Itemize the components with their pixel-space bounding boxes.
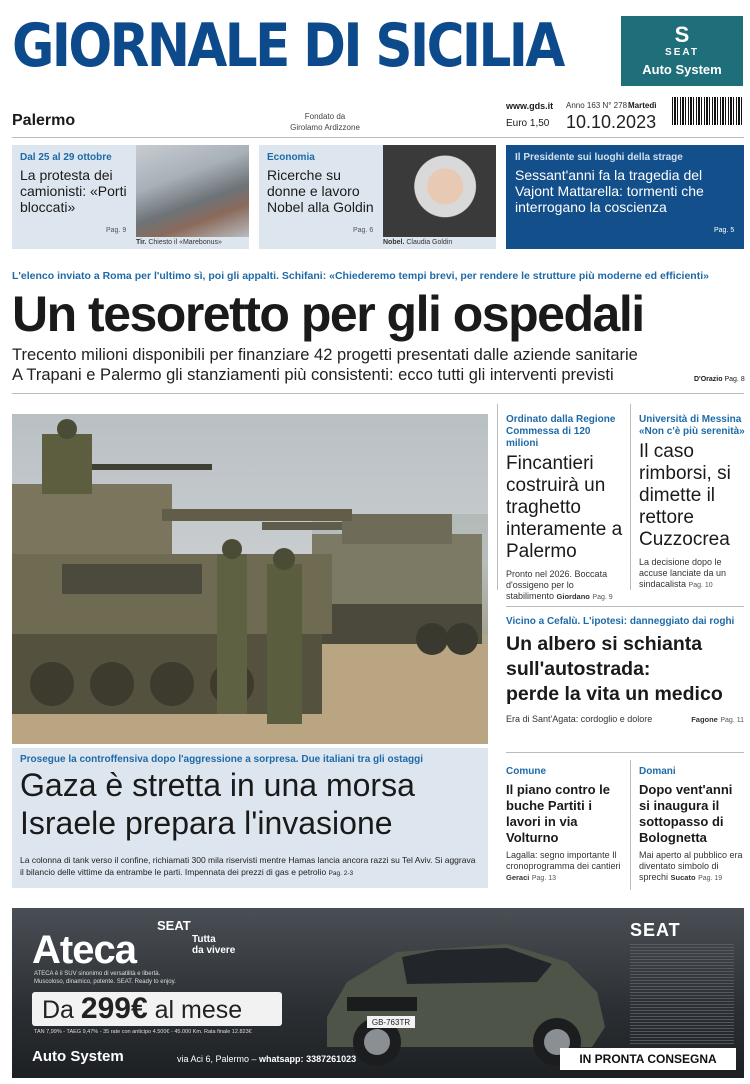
license-plate: GB-763TR xyxy=(371,1018,411,1027)
teaser-headline: Ricerche su donne e lavoro Nobel alla Goldin xyxy=(267,167,374,215)
lead-byline: D'Orazio Pag. 8 xyxy=(694,376,745,383)
teaser-page: Pag. 6 xyxy=(353,227,374,234)
issue-date: 10.10.2023 xyxy=(566,112,657,132)
column-divider xyxy=(630,760,631,890)
gaza-headline-line2: Israele prepara l'invasione xyxy=(20,805,393,841)
gaza-headline xyxy=(20,766,480,842)
header-rule xyxy=(12,137,744,138)
gaza-article[interactable] xyxy=(12,748,488,888)
edition-number: Anno 163 N° 278 xyxy=(566,101,628,110)
tank-illustration xyxy=(12,414,488,744)
gaza-kicker: Prosegue la controffensiva dopo l'aggressione a sorpresa. Due italiani tra gli ostaggi xyxy=(20,754,424,765)
seat-logo-icon: S xyxy=(674,22,690,47)
lead-rule xyxy=(12,393,744,394)
truck-photo xyxy=(136,145,249,237)
comune-headline: Il piano contro le buche Partiti i lavori in via Volturno xyxy=(506,782,611,845)
ad-brand-small: SEAT xyxy=(157,918,191,933)
weekday: Martedì xyxy=(628,101,657,110)
albero-line1: Un albero si schianta xyxy=(506,633,703,655)
comune-text: Lagalla: segno importante Il cronoprogramma dei cantieri Geraci Pag. 13 xyxy=(506,850,621,882)
teaser-kicker: Il Presidente sui luoghi della strage xyxy=(515,152,683,163)
messina-headline: Il caso rimborsi, si dimette il rettore Cuzzocrea xyxy=(639,441,731,550)
sponsor-dealer: Auto System xyxy=(642,62,722,77)
ad-description: ATECA è il SUV sinonimo di versatilità e libertà. Muscoloso, dinamico, potente. SEAT. Ready to enjoy. xyxy=(34,971,176,985)
teaser-page: Pag. 9 xyxy=(106,227,127,234)
gaza-photo xyxy=(12,414,488,744)
section-rule xyxy=(506,606,744,607)
messina-kicker2: «Non c'è più serenità» xyxy=(639,426,745,437)
gaza-headline-line1: Gaza è stretta in una morsa xyxy=(20,767,415,803)
gaza-text: La colonna di tank verso il confine, richiamati 300 mila riservisti mentre Hamas lancia ancora razzi su Tel Aviv. Si aggrava il bilancio delle vittime da entrambe le parti. Impennata dei prezzi di gas e petrolio Pag. 2-3 xyxy=(20,855,476,877)
founded-line2: Girolamo Ardizzone xyxy=(290,123,360,132)
lead-sub2: A Trapani e Palermo gli stanziamenti più consistenti: ecco tutti gli interventi previsti xyxy=(12,366,614,384)
messina-kicker1: Università di Messina xyxy=(639,414,742,425)
teaser-caption: Nobel. Claudia Goldin xyxy=(383,239,453,246)
messina-article[interactable] xyxy=(639,414,745,591)
founded-note xyxy=(280,111,370,133)
ad-tan: TAN 7,99% - TAEG 9,47% - 35 rate con anticipo 4.500€ - 45.000 Km. Rata finale 12.823€ xyxy=(34,1029,252,1035)
site-link[interactable]: www.gds.it xyxy=(506,101,554,111)
albero-headline xyxy=(506,632,744,707)
albero-line3: perde la vita un medico xyxy=(506,683,723,705)
albero-line2: sull'autostrada: xyxy=(506,658,651,680)
domani-article[interactable] xyxy=(639,766,745,884)
ad-tagline: Tutta da vivere xyxy=(192,934,236,956)
ad-address: via Aci 6, Palermo – whatsapp: 3387261023 xyxy=(177,1054,357,1064)
lead-subhead xyxy=(12,345,702,385)
ad-dealer: Auto System xyxy=(32,1048,124,1065)
column-divider xyxy=(497,404,498,590)
ad-price-box: Da 299€ al mese xyxy=(32,992,282,1026)
masthead-title: GIORNALE DI SICILIA xyxy=(12,11,563,81)
comune-kicker: Comune xyxy=(506,766,546,777)
ad-seat-logo: SEAT xyxy=(630,920,681,940)
column-divider xyxy=(630,404,631,590)
albero-text: Era di Sant'Agata: cordoglio e dolore Fagone Pag. 11 xyxy=(506,714,744,724)
messina-text: La decisione dopo le accuse lanciate da un sindacalista Pag. 10 xyxy=(639,557,727,589)
teaser-headline: La protesta dei camionisti: «Porti bloccati» xyxy=(20,167,127,215)
lead-headline[interactable]: Un tesoretto per gli ospedali xyxy=(12,286,644,342)
teaser-kicker: Economia xyxy=(267,152,315,163)
goldin-photo xyxy=(383,145,496,237)
teaser-kicker: Dal 25 al 29 ottobre xyxy=(20,152,112,163)
seat-advertisement[interactable] xyxy=(12,908,744,1078)
albero-article[interactable] xyxy=(506,616,744,725)
teaser-page: Pag. 5 xyxy=(714,227,735,234)
ad-model: Ateca xyxy=(32,928,136,972)
lead-overline: L'elenco inviato a Roma per l'ultimo sì, poi gli appalti. Schifani: «Chiederemo tempi brevi, per rendere le strutture più moderne ed efficienti» xyxy=(12,270,709,282)
barcode-icon xyxy=(672,97,744,125)
comune-article[interactable] xyxy=(506,766,624,884)
section-rule xyxy=(506,752,744,753)
albero-kicker: Vicino a Cefalù. L'ipotesi: danneggiato dai roghi xyxy=(506,616,735,627)
ad-legal-text xyxy=(630,944,734,1044)
fincantieri-kicker1: Ordinato dalla Regione xyxy=(506,414,616,425)
domani-text: Mai aperto al pubblico era diventato simbolo di sprechi Sucato Pag. 19 xyxy=(639,850,743,882)
founded-line1: Fondato da xyxy=(304,112,346,121)
fincantieri-article[interactable] xyxy=(506,414,624,603)
cover-price: Euro 1,50 xyxy=(506,118,550,129)
domani-headline: Dopo vent'anni si inaugura il sottopasso di Bolognetta xyxy=(639,782,733,845)
teaser-caption: Tir. Chiesto il «Marebonus» xyxy=(136,239,222,246)
ad-pronta-consegna: IN PRONTA CONSEGNA xyxy=(560,1048,736,1070)
sponsor-box[interactable] xyxy=(621,16,743,86)
fincantieri-headline: Fincantieri costruirà un traghetto interamente a Palermo xyxy=(506,453,623,562)
fincantieri-kicker2: Commessa di 120 milioni xyxy=(506,426,591,449)
edition-city: Palermo xyxy=(12,112,76,129)
teaser-headline: Sessant'anni fa la tragedia del Vajont Mattarella: tormenti che interrogano la coscienza xyxy=(515,167,704,215)
teaser-vajont[interactable] xyxy=(506,145,744,249)
fincantieri-text: Pronto nel 2026. Boccata d'ossigeno per lo stabilimento Giordano Pag. 9 xyxy=(506,569,613,601)
domani-kicker: Domani xyxy=(639,766,676,777)
sponsor-brand: SEAT xyxy=(665,47,699,58)
lead-sub1: Trecento milioni disponibili per finanziare 42 progetti presentati dalle aziende sanitarie xyxy=(12,346,638,364)
